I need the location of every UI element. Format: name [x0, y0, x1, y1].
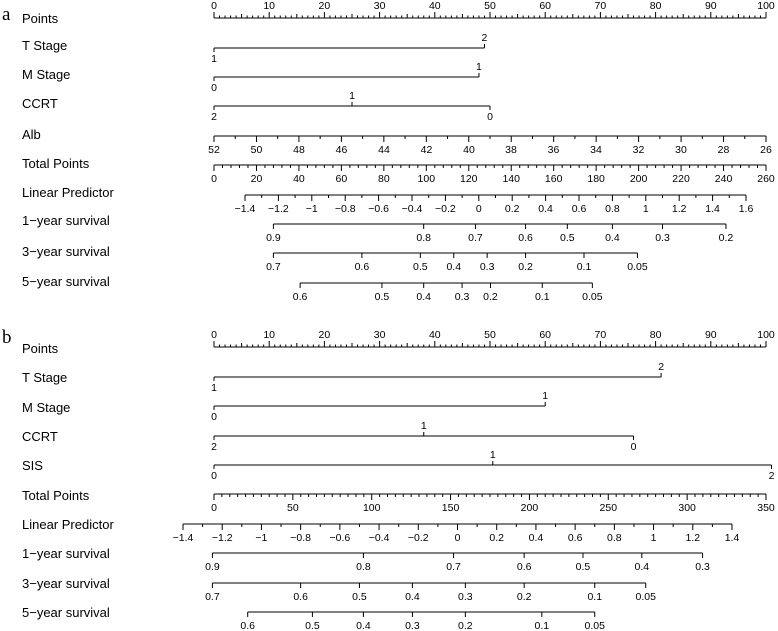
- scale-tick-label: 1: [650, 532, 657, 544]
- points-tick-label: 30: [373, 329, 386, 341]
- row-label: 3−year survival: [22, 244, 110, 259]
- scale-tick-label: 0.4: [446, 261, 462, 273]
- row-label: Total Points: [22, 156, 90, 171]
- scale-tick-label: 0.2: [483, 291, 498, 303]
- variable-level-label: 0: [211, 470, 217, 482]
- scale-tick-label: 0.05: [582, 291, 603, 303]
- total-points-tick-label: 350: [757, 502, 775, 514]
- points-tick-label: 0: [211, 329, 217, 341]
- variable-level-label: 1: [420, 420, 427, 432]
- total-points-tick-label: 0: [211, 173, 217, 185]
- points-tick-label: 20: [318, 0, 331, 12]
- scale-tick-label: −0.2: [435, 203, 456, 215]
- scale-tick-label: 0.8: [605, 203, 620, 215]
- points-tick-label: 40: [428, 329, 441, 341]
- row-alb: [22, 127, 772, 156]
- scale-tick-label: 1.2: [685, 532, 701, 544]
- row-points: [22, 0, 775, 26]
- scale-tick-label: 0.05: [635, 591, 656, 603]
- scale-tick-label: 0.5: [575, 561, 591, 573]
- row-label: Total Points: [22, 488, 90, 503]
- scale-tick-label: −0.8: [290, 532, 312, 544]
- scale-tick-label: 28: [717, 144, 730, 156]
- total-points-tick-label: 200: [520, 502, 539, 514]
- row-label: 1−year survival: [22, 546, 110, 561]
- row-t-stage: [22, 32, 488, 65]
- scale-tick-label: 0.4: [528, 532, 544, 544]
- row-label: Points: [22, 11, 59, 26]
- row-linear-predictor: [22, 185, 753, 215]
- scale-tick-label: 0.3: [458, 591, 473, 603]
- variable-level-label: 0: [211, 411, 217, 423]
- variable-level-label: 0: [211, 82, 217, 94]
- row-label: Linear Predictor: [22, 185, 114, 200]
- variable-level-label: 2: [658, 361, 665, 373]
- panel-label: a: [2, 4, 11, 25]
- scale-tick-label: 0.4: [538, 203, 553, 215]
- scale-tick-label: 0.8: [356, 561, 371, 573]
- total-points-tick-label: 140: [502, 173, 520, 185]
- scale-tick-label: 0.4: [356, 620, 371, 631]
- row-t-stage: [22, 361, 664, 394]
- scale-tick-label: −1.4: [234, 203, 256, 215]
- scale-tick-label: 34: [590, 144, 602, 156]
- variable-level-label: 1: [211, 53, 217, 65]
- points-tick-label: 80: [649, 329, 662, 341]
- scale-tick-label: 0.4: [605, 232, 620, 244]
- scale-tick-label: 1: [642, 203, 649, 215]
- points-tick-label: 80: [649, 0, 662, 12]
- scale-tick-label: −1: [255, 532, 268, 544]
- variable-level-label: 2: [768, 470, 775, 482]
- total-points-tick-label: 50: [287, 502, 299, 514]
- scale-tick-label: 0.05: [584, 620, 605, 631]
- scale-tick-label: 0.7: [446, 561, 461, 573]
- scale-tick-label: −0.2: [407, 532, 429, 544]
- variable-level-label: 2: [211, 111, 217, 123]
- points-tick-label: 20: [318, 329, 331, 341]
- row-sis: [22, 449, 775, 482]
- scale-tick-label: 0.1: [534, 291, 550, 303]
- row-label: 3−year survival: [22, 576, 110, 591]
- row-ccrt: [22, 420, 637, 453]
- scale-tick-label: 1.2: [671, 203, 687, 215]
- points-tick-label: 60: [539, 0, 552, 12]
- scale-tick-label: 38: [505, 144, 517, 156]
- scale-tick-label: 0.7: [266, 261, 281, 273]
- scale-tick-label: 0.2: [518, 261, 533, 273]
- scale-tick-label: 0.4: [405, 591, 420, 603]
- points-tick-label: 100: [757, 0, 775, 12]
- row-label: Linear Predictor: [22, 517, 114, 532]
- nomogram-panel-a: [2, 0, 775, 303]
- scale-tick-label: −1.2: [211, 532, 233, 544]
- row-m-stage: [22, 390, 548, 423]
- scale-tick-label: 0.9: [205, 561, 220, 573]
- scale-tick-label: −1.4: [172, 532, 194, 544]
- scale-tick-label: 1.4: [705, 203, 720, 215]
- scale-tick-label: 50: [250, 144, 263, 156]
- scale-tick-label: 0.1: [576, 261, 592, 273]
- scale-tick-label: 46: [335, 144, 348, 156]
- scale-tick-label: 0.6: [516, 561, 532, 573]
- total-points-tick-label: 80: [378, 173, 390, 185]
- scale-tick-label: 0.1: [587, 591, 603, 603]
- total-points-tick-label: 120: [460, 173, 478, 185]
- variable-level-label: 1: [349, 90, 355, 102]
- total-points-tick-label: 40: [293, 173, 305, 185]
- row-label: Alb: [22, 127, 41, 142]
- row-label: SIS: [22, 458, 43, 473]
- points-tick-label: 90: [704, 329, 717, 341]
- row-m-stage: [22, 61, 482, 94]
- row-label: CCRT: [22, 96, 58, 111]
- scale-tick-label: 0.3: [479, 261, 495, 273]
- row-label: 1−year survival: [22, 213, 110, 228]
- variable-level-label: 2: [481, 32, 488, 44]
- scale-tick-label: −1: [305, 203, 318, 215]
- scale-tick-label: 0.2: [458, 620, 473, 631]
- scale-tick-label: 0.6: [240, 620, 256, 631]
- variable-level-label: 0: [487, 111, 493, 123]
- scale-tick-label: 0.2: [718, 232, 734, 244]
- scale-tick-label: 0.4: [634, 561, 650, 573]
- scale-tick-label: 0.3: [655, 232, 670, 244]
- row-3-year-survival: [22, 244, 648, 273]
- scale-tick-label: 0.6: [518, 232, 533, 244]
- total-points-tick-label: 300: [678, 502, 696, 514]
- total-points-tick-label: 160: [544, 173, 563, 185]
- scale-tick-label: 0.8: [607, 532, 622, 544]
- scale-tick-label: 0.5: [374, 291, 390, 303]
- row-linear-predictor: [22, 517, 739, 544]
- points-tick-label: 30: [373, 0, 386, 12]
- scale-tick-label: 52: [208, 144, 220, 156]
- scale-tick-label: 0: [475, 203, 482, 215]
- points-tick-label: 70: [594, 329, 607, 341]
- scale-tick-label: −0.6: [329, 532, 351, 544]
- row-5-year-survival: [22, 274, 603, 303]
- row-5-year-survival: [22, 605, 605, 631]
- row-label: Points: [22, 341, 59, 356]
- scale-tick-label: 0.5: [413, 261, 428, 273]
- row-ccrt: [22, 90, 493, 123]
- total-points-tick-label: 100: [362, 502, 381, 514]
- total-points-tick-label: 180: [587, 173, 605, 185]
- scale-tick-label: −0.4: [401, 203, 423, 215]
- scale-tick-label: 0.6: [567, 532, 583, 544]
- row-label: M Stage: [22, 400, 71, 415]
- scale-tick-label: 1.6: [738, 203, 754, 215]
- points-tick-label: 100: [757, 329, 775, 341]
- scale-tick-label: 0.8: [416, 232, 431, 244]
- scale-tick-label: 0.2: [504, 203, 520, 215]
- row-label: T Stage: [22, 38, 68, 53]
- row-total-points: [22, 156, 775, 185]
- scale-tick-label: 40: [463, 144, 475, 156]
- total-points-tick-label: 200: [629, 173, 648, 185]
- total-points-tick-label: 100: [417, 173, 436, 185]
- points-tick-label: 50: [484, 0, 496, 12]
- scale-tick-label: 0.5: [352, 591, 367, 603]
- nomogram-panel-b: [2, 327, 775, 631]
- scale-tick-label: 0.6: [293, 591, 308, 603]
- variable-level-label: 1: [476, 61, 482, 73]
- variable-level-label: 1: [489, 449, 496, 461]
- scale-tick-label: 44: [378, 144, 390, 156]
- panel-label: b: [2, 327, 12, 348]
- row-1-year-survival: [22, 213, 733, 244]
- scale-tick-label: 0.7: [205, 591, 220, 603]
- scale-tick-label: −0.4: [368, 532, 390, 544]
- scale-tick-label: 0.3: [695, 561, 710, 573]
- scale-tick-label: 0.2: [489, 532, 505, 544]
- scale-tick-label: 0.3: [454, 291, 470, 303]
- scale-tick-label: 0: [454, 532, 461, 544]
- points-tick-label: 40: [428, 0, 441, 12]
- scale-tick-label: 0.6: [571, 203, 587, 215]
- scale-tick-label: 26: [760, 144, 772, 156]
- row-label: 5−year survival: [22, 605, 110, 620]
- row-3-year-survival: [22, 576, 656, 603]
- row-label: CCRT: [22, 429, 58, 444]
- row-1-year-survival: [22, 546, 710, 573]
- total-points-tick-label: 150: [441, 502, 460, 514]
- scale-tick-label: 0.3: [405, 620, 420, 631]
- total-points-tick-label: 240: [714, 173, 733, 185]
- variable-level-label: 0: [630, 441, 637, 453]
- scale-tick-label: 0.2: [516, 591, 532, 603]
- points-tick-label: 70: [594, 0, 607, 12]
- variable-level-label: 2: [211, 441, 217, 453]
- points-tick-label: 50: [484, 329, 496, 341]
- row-total-points: [22, 488, 775, 514]
- scale-tick-label: 0.7: [468, 232, 483, 244]
- scale-tick-label: 30: [675, 144, 687, 156]
- row-label: M Stage: [22, 67, 71, 82]
- scale-tick-label: 36: [547, 144, 560, 156]
- scale-tick-label: 0.5: [560, 232, 575, 244]
- scale-tick-label: 0.6: [354, 261, 370, 273]
- points-tick-label: 90: [704, 0, 717, 12]
- total-points-tick-label: 250: [599, 502, 618, 514]
- scale-tick-label: 32: [632, 144, 645, 156]
- scale-tick-label: −0.6: [368, 203, 389, 215]
- total-points-tick-label: 260: [757, 173, 775, 185]
- scale-tick-label: 48: [293, 144, 305, 156]
- scale-tick-label: 1.4: [724, 532, 740, 544]
- total-points-tick-label: 20: [250, 173, 263, 185]
- row-label: 5−year survival: [22, 274, 110, 289]
- scale-tick-label: 0.6: [292, 291, 308, 303]
- scale-tick-label: 42: [420, 144, 433, 156]
- scale-tick-label: 0.05: [627, 261, 648, 273]
- variable-level-label: 1: [211, 382, 217, 394]
- row-points: [22, 329, 775, 356]
- points-tick-label: 10: [263, 329, 276, 341]
- total-points-tick-label: 0: [211, 502, 217, 514]
- scale-tick-label: −0.8: [334, 203, 356, 215]
- points-tick-label: 0: [211, 0, 217, 12]
- total-points-tick-label: 220: [672, 173, 690, 185]
- row-label: T Stage: [22, 370, 68, 385]
- points-tick-label: 60: [539, 329, 552, 341]
- points-tick-label: 10: [263, 0, 276, 12]
- total-points-tick-label: 60: [335, 173, 348, 185]
- scale-tick-label: 0.4: [416, 291, 431, 303]
- variable-level-label: 1: [542, 390, 549, 402]
- scale-tick-label: −1.2: [268, 203, 289, 215]
- scale-tick-label: 0.5: [305, 620, 320, 631]
- scale-tick-label: 0.9: [266, 232, 281, 244]
- scale-tick-label: 0.1: [534, 620, 550, 631]
